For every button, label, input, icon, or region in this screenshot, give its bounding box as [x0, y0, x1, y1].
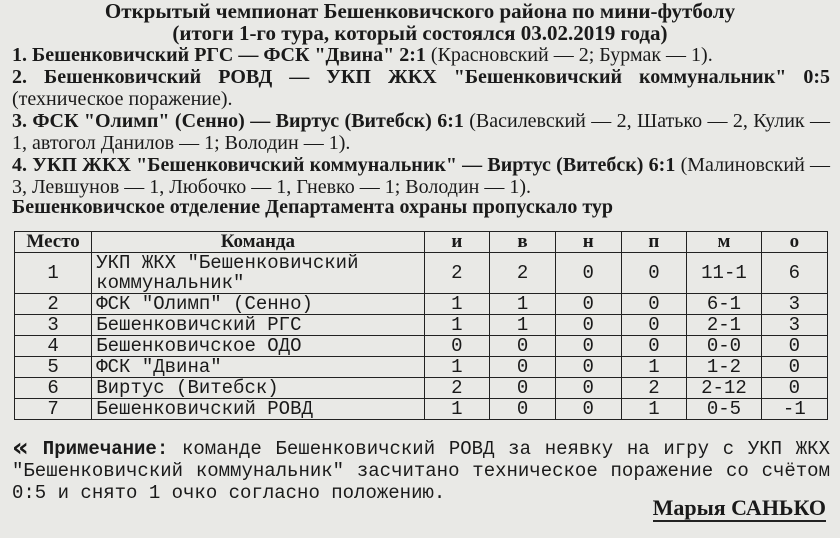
- cell-lost: 2: [621, 378, 687, 399]
- cell-lost: 0: [621, 315, 687, 336]
- cell-drawn: 0: [555, 399, 621, 420]
- cell-goals: 0-5: [687, 399, 761, 420]
- cell-goals: 6-1: [687, 294, 761, 315]
- cell-drawn: 0: [555, 315, 621, 336]
- cell-place: 1: [15, 253, 92, 294]
- cell-drawn: 0: [555, 253, 621, 294]
- cell-team: Виртус (Витебск): [92, 378, 424, 399]
- cell-goals: 1-2: [687, 357, 761, 378]
- cell-goals: 11-1: [687, 253, 761, 294]
- cell-place: 7: [15, 399, 92, 420]
- cell-played: 1: [424, 294, 490, 315]
- match-results: [12, 44, 830, 198]
- match-result: 1. Бешенковичский РГС — ФСК "Двина" 2:1 (Красновский — 2; Бурмак — 1).: [12, 44, 713, 66]
- article-title: [0, 0, 840, 44]
- cell-played: 2: [424, 378, 490, 399]
- cell-team: Бешенковичский РОВД: [92, 399, 424, 420]
- header-drawn: н: [555, 232, 621, 253]
- note-text: команде Бешенковичский РОВД за неявку на игру с УКП ЖКХ "Бешенковичский коммунальник" засчитано техническое поражение со счётом 0:5 и снято 1 очко согласно положению.: [12, 438, 830, 504]
- footnote: [12, 433, 830, 504]
- quote-mark-icon: «: [12, 433, 29, 463]
- table-header-row: [15, 232, 828, 253]
- cell-lost: 0: [621, 253, 687, 294]
- table-row: [15, 336, 828, 357]
- cell-played: 2: [424, 253, 490, 294]
- cell-won: 0: [490, 336, 556, 357]
- cell-played: 0: [424, 336, 490, 357]
- cell-goals: 2-1: [687, 315, 761, 336]
- cell-drawn: 0: [555, 336, 621, 357]
- table-row: [15, 357, 828, 378]
- header-team: Команда: [92, 232, 424, 253]
- title-line-2: (итоги 1-го тура, который состоялся 03.02.2019 года): [172, 21, 668, 45]
- cell-won: 1: [490, 315, 556, 336]
- cell-place: 2: [15, 294, 92, 315]
- cell-points: 0: [761, 357, 827, 378]
- header-goals: м: [687, 232, 761, 253]
- cell-points: 3: [761, 294, 827, 315]
- cell-place: 6: [15, 378, 92, 399]
- cell-team: Бешенковичский РГС: [92, 315, 424, 336]
- match-result: 2. Бешенковичский РОВД — УКП ЖКХ "Бешенковичский коммунальник" 0:5 (техническое поражение).: [12, 66, 830, 110]
- cell-played: 1: [424, 315, 490, 336]
- cell-goals: 2-12: [687, 378, 761, 399]
- cell-drawn: 0: [555, 378, 621, 399]
- standings-table: [14, 231, 828, 420]
- table-row: [15, 294, 828, 315]
- cell-points: 3: [761, 315, 827, 336]
- cell-won: 0: [490, 357, 556, 378]
- cell-place: 5: [15, 357, 92, 378]
- header-place: Место: [15, 232, 92, 253]
- cell-points: 6: [761, 253, 827, 294]
- cell-team: ФСК "Олимп" (Сенно): [92, 294, 424, 315]
- table-row: [15, 399, 828, 420]
- cell-drawn: 0: [555, 294, 621, 315]
- header-played: и: [424, 232, 490, 253]
- cell-won: 1: [490, 294, 556, 315]
- table-row: [15, 253, 828, 294]
- header-lost: п: [621, 232, 687, 253]
- cell-won: 2: [490, 253, 556, 294]
- cell-team: УКП ЖКХ "Бешенковичский коммунальник": [92, 253, 424, 294]
- cell-played: 1: [424, 399, 490, 420]
- author-byline: Марыя САНЬКО: [652, 495, 826, 520]
- cell-points: 0: [761, 378, 827, 399]
- match-result: 4. УКП ЖКХ "Бешенковичский коммунальник" — Виртус (Витебск) 6:1 (Малиновский — 3, Левшунов — 1, Любочко — 1, Гневко — 1; Володин — 1).: [12, 154, 830, 198]
- cell-points: -1: [761, 399, 827, 420]
- cell-team: ФСК "Двина": [92, 357, 424, 378]
- cell-won: 0: [490, 378, 556, 399]
- cell-lost: 1: [621, 399, 687, 420]
- cell-won: 0: [490, 399, 556, 420]
- cell-place: 3: [15, 315, 92, 336]
- cell-points: 0: [761, 336, 827, 357]
- note-label: Примечание:: [42, 438, 169, 460]
- header-won: в: [490, 232, 556, 253]
- title-line-1: Открытый чемпионат Бешенковичского района по мини-футболу: [104, 0, 736, 23]
- cell-goals: 0-0: [687, 336, 761, 357]
- cell-lost: 1: [621, 357, 687, 378]
- table-row: [15, 378, 828, 399]
- bye-notice: Бешенковичское отделение Департамента охраны пропускало тур: [12, 196, 613, 218]
- table-row: [15, 315, 828, 336]
- cell-drawn: 0: [555, 357, 621, 378]
- header-points: о: [761, 232, 827, 253]
- cell-lost: 0: [621, 336, 687, 357]
- cell-place: 4: [15, 336, 92, 357]
- cell-lost: 0: [621, 294, 687, 315]
- match-result: 3. ФСК "Олимп" (Сенно) — Виртус (Витебск) 6:1 (Василевский — 2, Шатько — 2, Кулик — 1, автогол Данилов — 1; Володин — 1).: [12, 110, 830, 154]
- cell-played: 1: [424, 357, 490, 378]
- cell-team: Бешенковичское ОДО: [92, 336, 424, 357]
